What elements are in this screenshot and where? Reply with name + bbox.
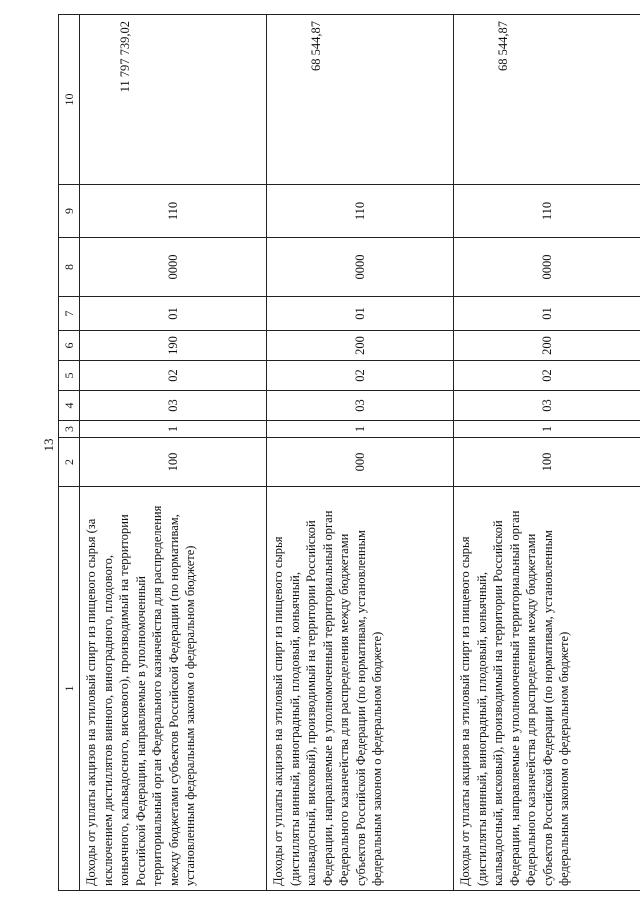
code-cell: 200 (454, 331, 640, 361)
code-cell: 02 (454, 361, 640, 391)
code-cell: 0000 (267, 238, 454, 297)
code-cell: 190 (80, 331, 267, 361)
code-cell: 1 (267, 421, 454, 438)
revenue-table (58, 14, 640, 891)
amount-value: 68 544,87 (495, 21, 510, 71)
amount-cell (80, 15, 267, 185)
page-number: 13 (41, 438, 56, 452)
column-header: 10 (59, 15, 80, 185)
code-cell: 02 (80, 361, 267, 391)
column-header-row (59, 15, 80, 891)
code-cell: 100 (454, 438, 640, 487)
code-cell: 000 (267, 438, 454, 487)
column-header: 1 (59, 487, 80, 891)
code-cell: 100 (80, 438, 267, 487)
code-cell: 200 (267, 331, 454, 361)
table-row (267, 15, 454, 891)
code-cell: 1 (80, 421, 267, 438)
code-cell: 1 (454, 421, 640, 438)
code-cell: 03 (267, 391, 454, 421)
code-cell: 03 (454, 391, 640, 421)
amount-cell (267, 15, 454, 185)
table-row (80, 15, 267, 891)
column-header: 9 (59, 185, 80, 238)
revenue-description: Доходы от уплаты акцизов на этиловый спирт из пищевого сырья (за исключением дистиллятов винного, виноградного, плодового, коньячного, кальвадосного, вискового), производимый на территории Российской Федерации, направляемые в уполномоченный территориальный орган Федерального казначейства для распределения между бюджетами субъектов Российской Федерации (по нормативам, установленным федеральным законом о федеральном бюджете) (80, 487, 267, 891)
amount-value: 68 544,87 (308, 21, 323, 71)
amount-cell (454, 15, 640, 185)
code-cell: 110 (80, 185, 267, 238)
code-cell: 01 (454, 297, 640, 331)
revenue-description: Доходы от уплаты акцизов на этиловый спирт из пищевого сырья (дистилляты винный, виноградный, плодовый, коньячный, кальвадосный, висковый), производимый на территории Российской Федерации, направляемые в уполномоченный территориальный орган Федерального казначейства для распределения между бюджетами субъектов Российской Федерации (по нормативам, установленным федеральным законом о федеральном бюджете) (267, 487, 454, 891)
code-cell: 01 (267, 297, 454, 331)
column-header: 8 (59, 238, 80, 297)
code-cell: 110 (267, 185, 454, 238)
revenue-description: Доходы от уплаты акцизов на этиловый спирт из пищевого сырья (дистилляты винный, виноградный, плодовый, коньячный, кальвадосный, висковый), производимый на территории Российской Федерации, направляемые в уполномоченный территориальный орган Федерального казначейства для распределения между бюджетами субъектов Российской Федерации (по нормативам, установленным федеральным законом о федеральном бюджете) (454, 487, 640, 891)
column-header: 2 (59, 438, 80, 487)
table-row (454, 15, 640, 891)
column-header: 7 (59, 297, 80, 331)
code-cell: 110 (454, 185, 640, 238)
code-cell: 02 (267, 361, 454, 391)
column-header: 6 (59, 331, 80, 361)
column-header: 5 (59, 361, 80, 391)
code-cell: 0000 (80, 238, 267, 297)
column-header: 3 (59, 421, 80, 438)
code-cell: 0000 (454, 238, 640, 297)
code-cell: 01 (80, 297, 267, 331)
column-header: 4 (59, 391, 80, 421)
code-cell: 03 (80, 391, 267, 421)
amount-value: 11 797 739,02 (117, 21, 132, 93)
